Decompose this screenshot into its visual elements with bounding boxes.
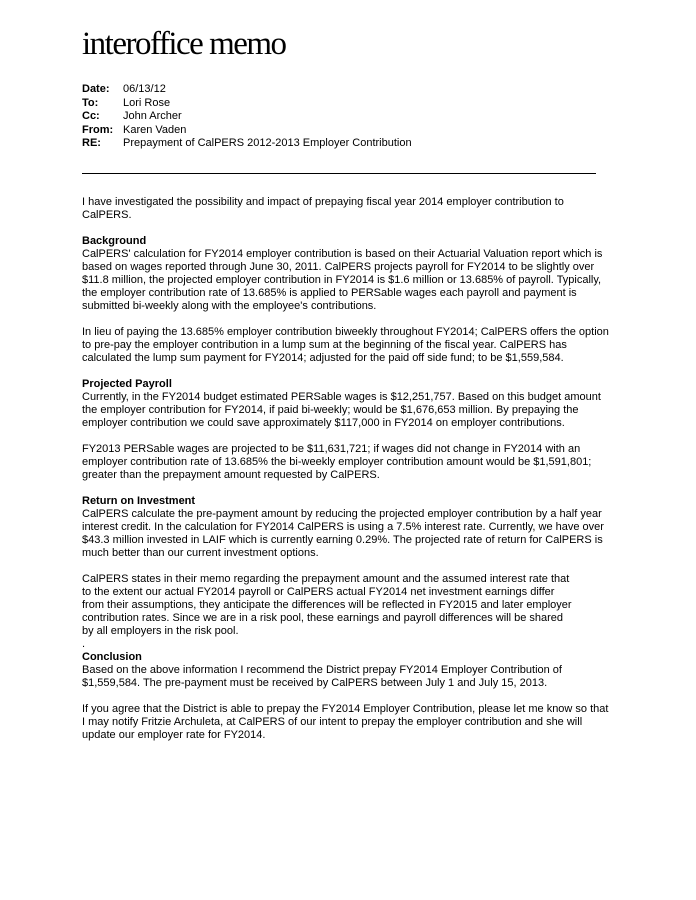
cc-value: John Archer [123,110,182,122]
header-row-re [82,137,642,151]
date-label: Date: [82,83,110,95]
header-row-from [82,124,642,138]
header-row-cc [82,110,642,124]
header-row-to [82,97,642,111]
conclusion-heading: Conclusion [82,651,142,663]
return-on-investment-paragraph-1: CalPERS calculate the pre-payment amount by reducing the projected employer contribution by a half year interest credit. In the calculation for FY2014 CalPERS is using a 7.5% interest rate. Currently, we have over $43.3 million invested in LAIF which is currently earning 0.29%. The projected rate of return for CalPERS is much better than our current investment options. [82,508,604,559]
background-heading: Background [82,235,147,247]
stray-period: . [82,638,86,650]
from-label: From: [82,123,114,136]
re-label: RE: [82,137,101,149]
conclusion-paragraph-2: If you agree that the District is able to prepay the FY2014 Employer Contribution, please let me know so that I may notify Fritzie Archuleta, at CalPERS of our intent to prepay the employer contribution and she will update our employer rate for FY2014. [82,703,609,741]
return-on-investment-heading: Return on Investment [82,495,196,507]
re-value: Prepayment of CalPERS 2012-2013 Employer Contribution [123,137,412,149]
intro-paragraph: I have investigated the possibility and impact of prepaying fiscal year 2014 employer contribution to CalPERS. [82,196,564,221]
cc-label: Cc: [82,110,100,122]
to-label: To: [82,96,99,109]
header-divider [82,173,596,174]
date-value: 06/13/12 [123,83,166,95]
conclusion-paragraph-1: Based on the above information I recommend the District prepay FY2014 Employer Contribution of $1,559,584. The pre-payment must be received by CalPERS between July 1 and July 15, 2013. [82,664,562,689]
memo-title: interoffice memo [82,26,286,62]
memo-body [82,196,612,755]
to-value: Lori Rose [123,96,171,109]
header-row-date [82,83,642,97]
memo-header [82,83,642,151]
projected-payroll-paragraph-2: FY2013 PERSable wages are projected to be $11,631,721; if wages did not change in FY2014 with an employer contribution rate of 13.685% the bi-weekly employer contribution amount would be $1,591,801; greater than the prepayment amount requested by CalPERS. [82,443,592,481]
projected-payroll-paragraph-1: Currently, in the FY2014 budget estimated PERSable wages is $12,251,757. Based on this budget amount the employer contribution for FY2014, if paid bi-weekly; would be $1,676,653 million. By prepaying the employer contribution we could save approximately $117,000 in FY2014 on employer contributions. [82,391,601,429]
from-value: Karen Vaden [123,123,187,136]
projected-payroll-heading: Projected Payroll [82,378,172,390]
background-paragraph-1: CalPERS' calculation for FY2014 employer contribution is based on their Actuarial Valuation report which is based on wages reported through June 30, 2011. CalPERS projects payroll for FY2014 to be slightly over $11.8 million, the projected employer contribution in FY2014 is $1.6 million or 13.685% of payroll. Typically, the employer contribution rate of 13.685% is applied to PERSable wages each payroll and payment is submitted bi-weekly along with the employee's contributions. [82,248,603,312]
return-on-investment-paragraph-2: CalPERS states in their memo regarding the prepayment amount and the assumed interest rate that to the extent our actual FY2014 payroll or CalPERS actual FY2014 net investment earnings differ from their assumptions, they anticipate the differences will be reflected in FY2015 and later employer contribution rates. Since we are in a risk pool, these earnings and payroll differences will be shared by all employers in the risk pool. [82,573,572,637]
background-paragraph-2: In lieu of paying the 13.685% employer contribution biweekly throughout FY2014; CalPERS offers the option to pre-pay the employer contribution in a lump sum at the beginning of the fiscal year. CalPERS has calculated the lump sum payment for FY2014; adjusted for the paid off side fund; to be $1,559,584. [82,326,609,364]
